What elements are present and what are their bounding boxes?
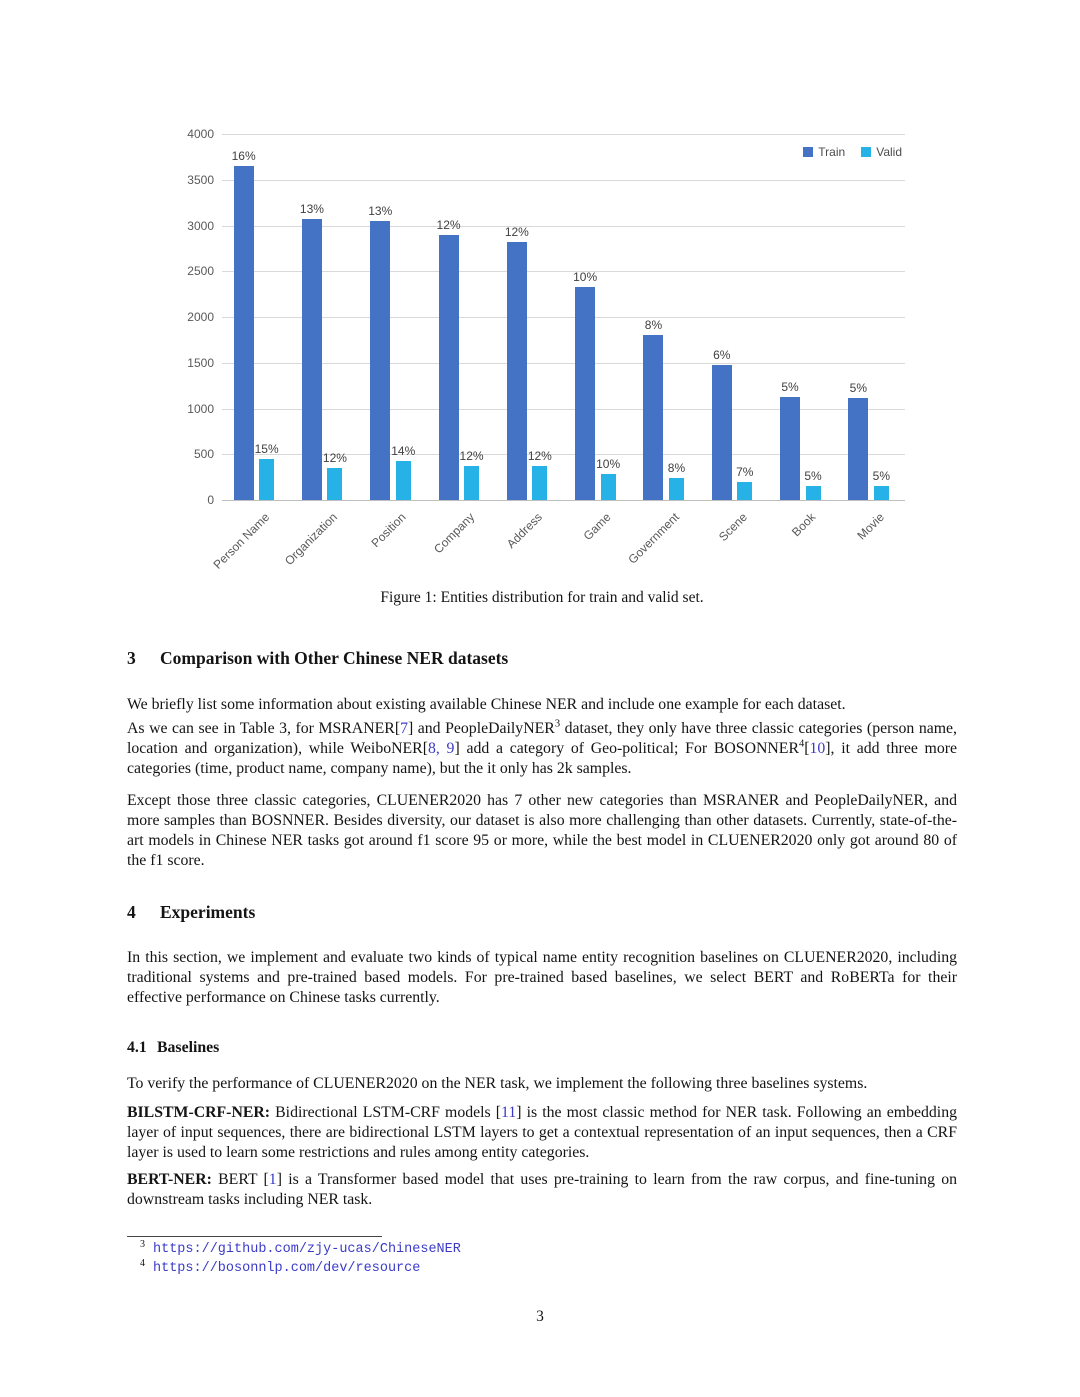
paragraph-experiments	[127, 948, 957, 1008]
text-segment: In this section, we implement and evaluate two kinds of typical name entity recognition baselines on CLUENER2020, including traditional systems and pre-trained based models. For pre-trained based baselines, we select BERT and RoBERTa for their effective performance on Chinese tasks currently.	[127, 949, 957, 1006]
y-axis-tick-label: 500	[193, 447, 214, 462]
valid-bar	[806, 486, 821, 500]
text-segment: ] is a Transformer based model that uses pre-training to learn from the raw corpus, and fine-tuning on downstream tasks including NER task.	[127, 1171, 957, 1208]
footnote-rule	[127, 1236, 382, 1237]
paragraph-verify	[127, 1074, 957, 1094]
train-bar-value-label: 12%	[504, 224, 529, 239]
chart-legend	[803, 145, 902, 159]
legend-item-train	[803, 145, 845, 159]
citation-link[interactable]: 10	[809, 740, 826, 757]
text-segment: Bidirectional LSTM-CRF models [	[270, 1104, 502, 1121]
text-segment: ] is the most classic method for NER task. Following an embedding layer of input sequences, there are bidirectional LSTM layers to get a contextual representation of an input sequences, then a CRF layer is used to learn some restrictions and rules among entity categories.	[127, 1104, 957, 1161]
text-segment: 4	[798, 738, 805, 750]
text-segment: To verify the performance of CLUENER2020 on the NER task, we implement the following three baselines systems.	[127, 1075, 868, 1092]
paragraph-categories	[127, 791, 957, 871]
y-axis-tick-label: 2000	[187, 310, 214, 324]
valid-bar	[259, 459, 274, 500]
gridline	[222, 180, 905, 181]
x-axis-category-label: Scene	[716, 510, 751, 544]
x-axis-category-label: Government	[625, 510, 682, 567]
valid-bar	[532, 466, 547, 500]
train-bar	[370, 221, 390, 500]
text-segment: BERT-NER:	[127, 1171, 212, 1188]
citation-link[interactable]: 8, 9	[427, 740, 455, 757]
valid-bar-value-label: 5%	[804, 468, 822, 483]
y-axis-tick-label: 0	[207, 493, 214, 507]
valid-bar-value-label: 15%	[254, 441, 279, 456]
x-axis-category-label: Book	[789, 510, 819, 540]
section-4-1-title: Baselines	[157, 1039, 220, 1056]
train-bar	[848, 398, 868, 500]
figure1-caption: Figure 1: Entities distribution for train and valid set.	[380, 589, 704, 606]
valid-bar-value-label: 12%	[527, 449, 552, 464]
paragraph-bert	[127, 1170, 957, 1210]
x-axis-category-label: Game	[580, 510, 614, 544]
valid-bar-value-label: 14%	[391, 444, 416, 459]
valid-bar-value-label: 10%	[596, 456, 621, 471]
text-segment: dataset, they only have three classic categories (person name, location and organization), while WeiboNER[	[127, 720, 957, 757]
train-bar	[780, 397, 800, 500]
text-segment: ], it add three more categories (time, product name, company name), but the it only has 2k samples.	[127, 740, 958, 777]
section-4-number: 4	[127, 902, 136, 922]
y-axis-tick-label: 3500	[187, 172, 214, 187]
train-bar	[643, 335, 663, 500]
text-segment: We briefly list some information about existing available Chinese NER and include one example for each dataset.	[127, 696, 846, 713]
citation-link[interactable]: 1	[268, 1171, 277, 1188]
footnote-4-link[interactable]: https://bosonnlp.com/dev/resource	[153, 1261, 421, 1276]
text-segment: 3	[554, 718, 561, 730]
x-axis-category-label: Person Name	[210, 510, 273, 572]
valid-swatch	[861, 147, 871, 157]
valid-bar	[874, 486, 889, 500]
train-bar-value-label: 6%	[713, 348, 731, 363]
gridline	[222, 363, 905, 364]
train-swatch	[803, 147, 813, 157]
y-axis-tick-label: 2500	[187, 264, 214, 279]
y-axis-tick-label: 3000	[187, 218, 214, 233]
train-bar-value-label: 8%	[644, 318, 663, 333]
section-3-heading	[127, 648, 957, 669]
citation-link[interactable]: 7	[400, 720, 408, 737]
valid-bar-value-label: 7%	[736, 464, 754, 479]
section-3-title: Comparison with Other Chinese NER datasets	[160, 648, 509, 668]
section-4-heading	[127, 902, 957, 923]
footnote-4-marker: 4	[140, 1258, 145, 1269]
valid-bar	[396, 461, 411, 500]
y-axis-tick-label: 4000	[187, 127, 214, 141]
page-number: 3	[536, 1308, 544, 1325]
train-bar-value-label: 13%	[368, 203, 393, 218]
text-segment: As we can see in Table 3, for MSRANER[	[127, 720, 401, 737]
section-3-number: 3	[127, 648, 136, 668]
paragraph-intro	[127, 695, 957, 715]
gridline	[222, 226, 905, 227]
text-segment: Except those three classic categories, CLUENER2020 has 7 other new categories than MSRANER and PeopleDailyNER, and more samples than BOSNNER. Besides diversity, our dataset is also more challenging than other datasets. Currently, state-of-the-art models in Chinese NER tasks got around f1 score 95 or more, while the best model in CLUENER2020 only got around 80 of the f1 score.	[127, 792, 957, 869]
paragraph-comparison	[127, 719, 957, 779]
gridline	[222, 317, 905, 318]
section-4-1-number: 4.1	[127, 1039, 147, 1056]
legend-label: Train	[818, 145, 846, 159]
train-bar-value-label: 10%	[573, 269, 598, 284]
footnote-3	[140, 1239, 461, 1259]
x-axis-category-label: Company	[430, 510, 477, 557]
y-axis-tick-label: 1000	[187, 401, 214, 416]
y-axis-tick-label: 1500	[187, 355, 214, 370]
text-segment: [	[804, 740, 810, 757]
valid-bar	[327, 468, 342, 500]
legend-label: Valid	[876, 145, 902, 159]
train-bar-value-label: 5%	[849, 381, 868, 396]
text-segment: ] and PeopleDailyNER	[407, 720, 555, 737]
train-bar-value-label: 5%	[781, 379, 799, 394]
section-4-title: Experiments	[160, 902, 256, 922]
valid-bar-value-label: 5%	[872, 468, 891, 483]
figure1-bar-chart	[180, 125, 910, 587]
valid-bar	[601, 474, 616, 500]
paragraph-bilstm	[127, 1103, 957, 1163]
section-4-1-heading	[127, 1039, 957, 1057]
valid-bar-value-label: 12%	[459, 448, 484, 463]
legend-item-valid	[861, 145, 902, 159]
text-segment: BILSTM-CRF-NER:	[127, 1104, 271, 1121]
train-bar-value-label: 16%	[231, 149, 256, 164]
gridline	[222, 500, 905, 501]
train-bar	[712, 365, 732, 500]
gridline	[222, 409, 905, 410]
x-axis-category-label: Organization	[282, 510, 341, 569]
gridline	[222, 134, 905, 135]
x-axis-category-label: Address	[504, 510, 546, 552]
valid-bar	[737, 482, 752, 500]
x-axis-category-label: Position	[368, 510, 409, 551]
footnote-3-marker: 3	[140, 1239, 145, 1250]
footnote-3-link[interactable]: https://github.com/zjy-ucas/ChineseNER	[153, 1242, 461, 1257]
text-segment: ] add a category of Geo-political; For BOSONNER	[454, 740, 799, 757]
x-axis-category-label: Movie	[854, 510, 887, 543]
valid-bar	[464, 466, 479, 500]
valid-bar-value-label: 12%	[322, 450, 347, 465]
train-bar-value-label: 13%	[299, 201, 324, 216]
footnote-4	[140, 1258, 421, 1278]
valid-bar-value-label: 8%	[667, 460, 686, 475]
train-bar-value-label: 12%	[436, 217, 461, 232]
text-segment: BERT [	[211, 1171, 269, 1188]
valid-bar	[669, 478, 684, 500]
citation-link[interactable]: 11	[501, 1104, 517, 1121]
